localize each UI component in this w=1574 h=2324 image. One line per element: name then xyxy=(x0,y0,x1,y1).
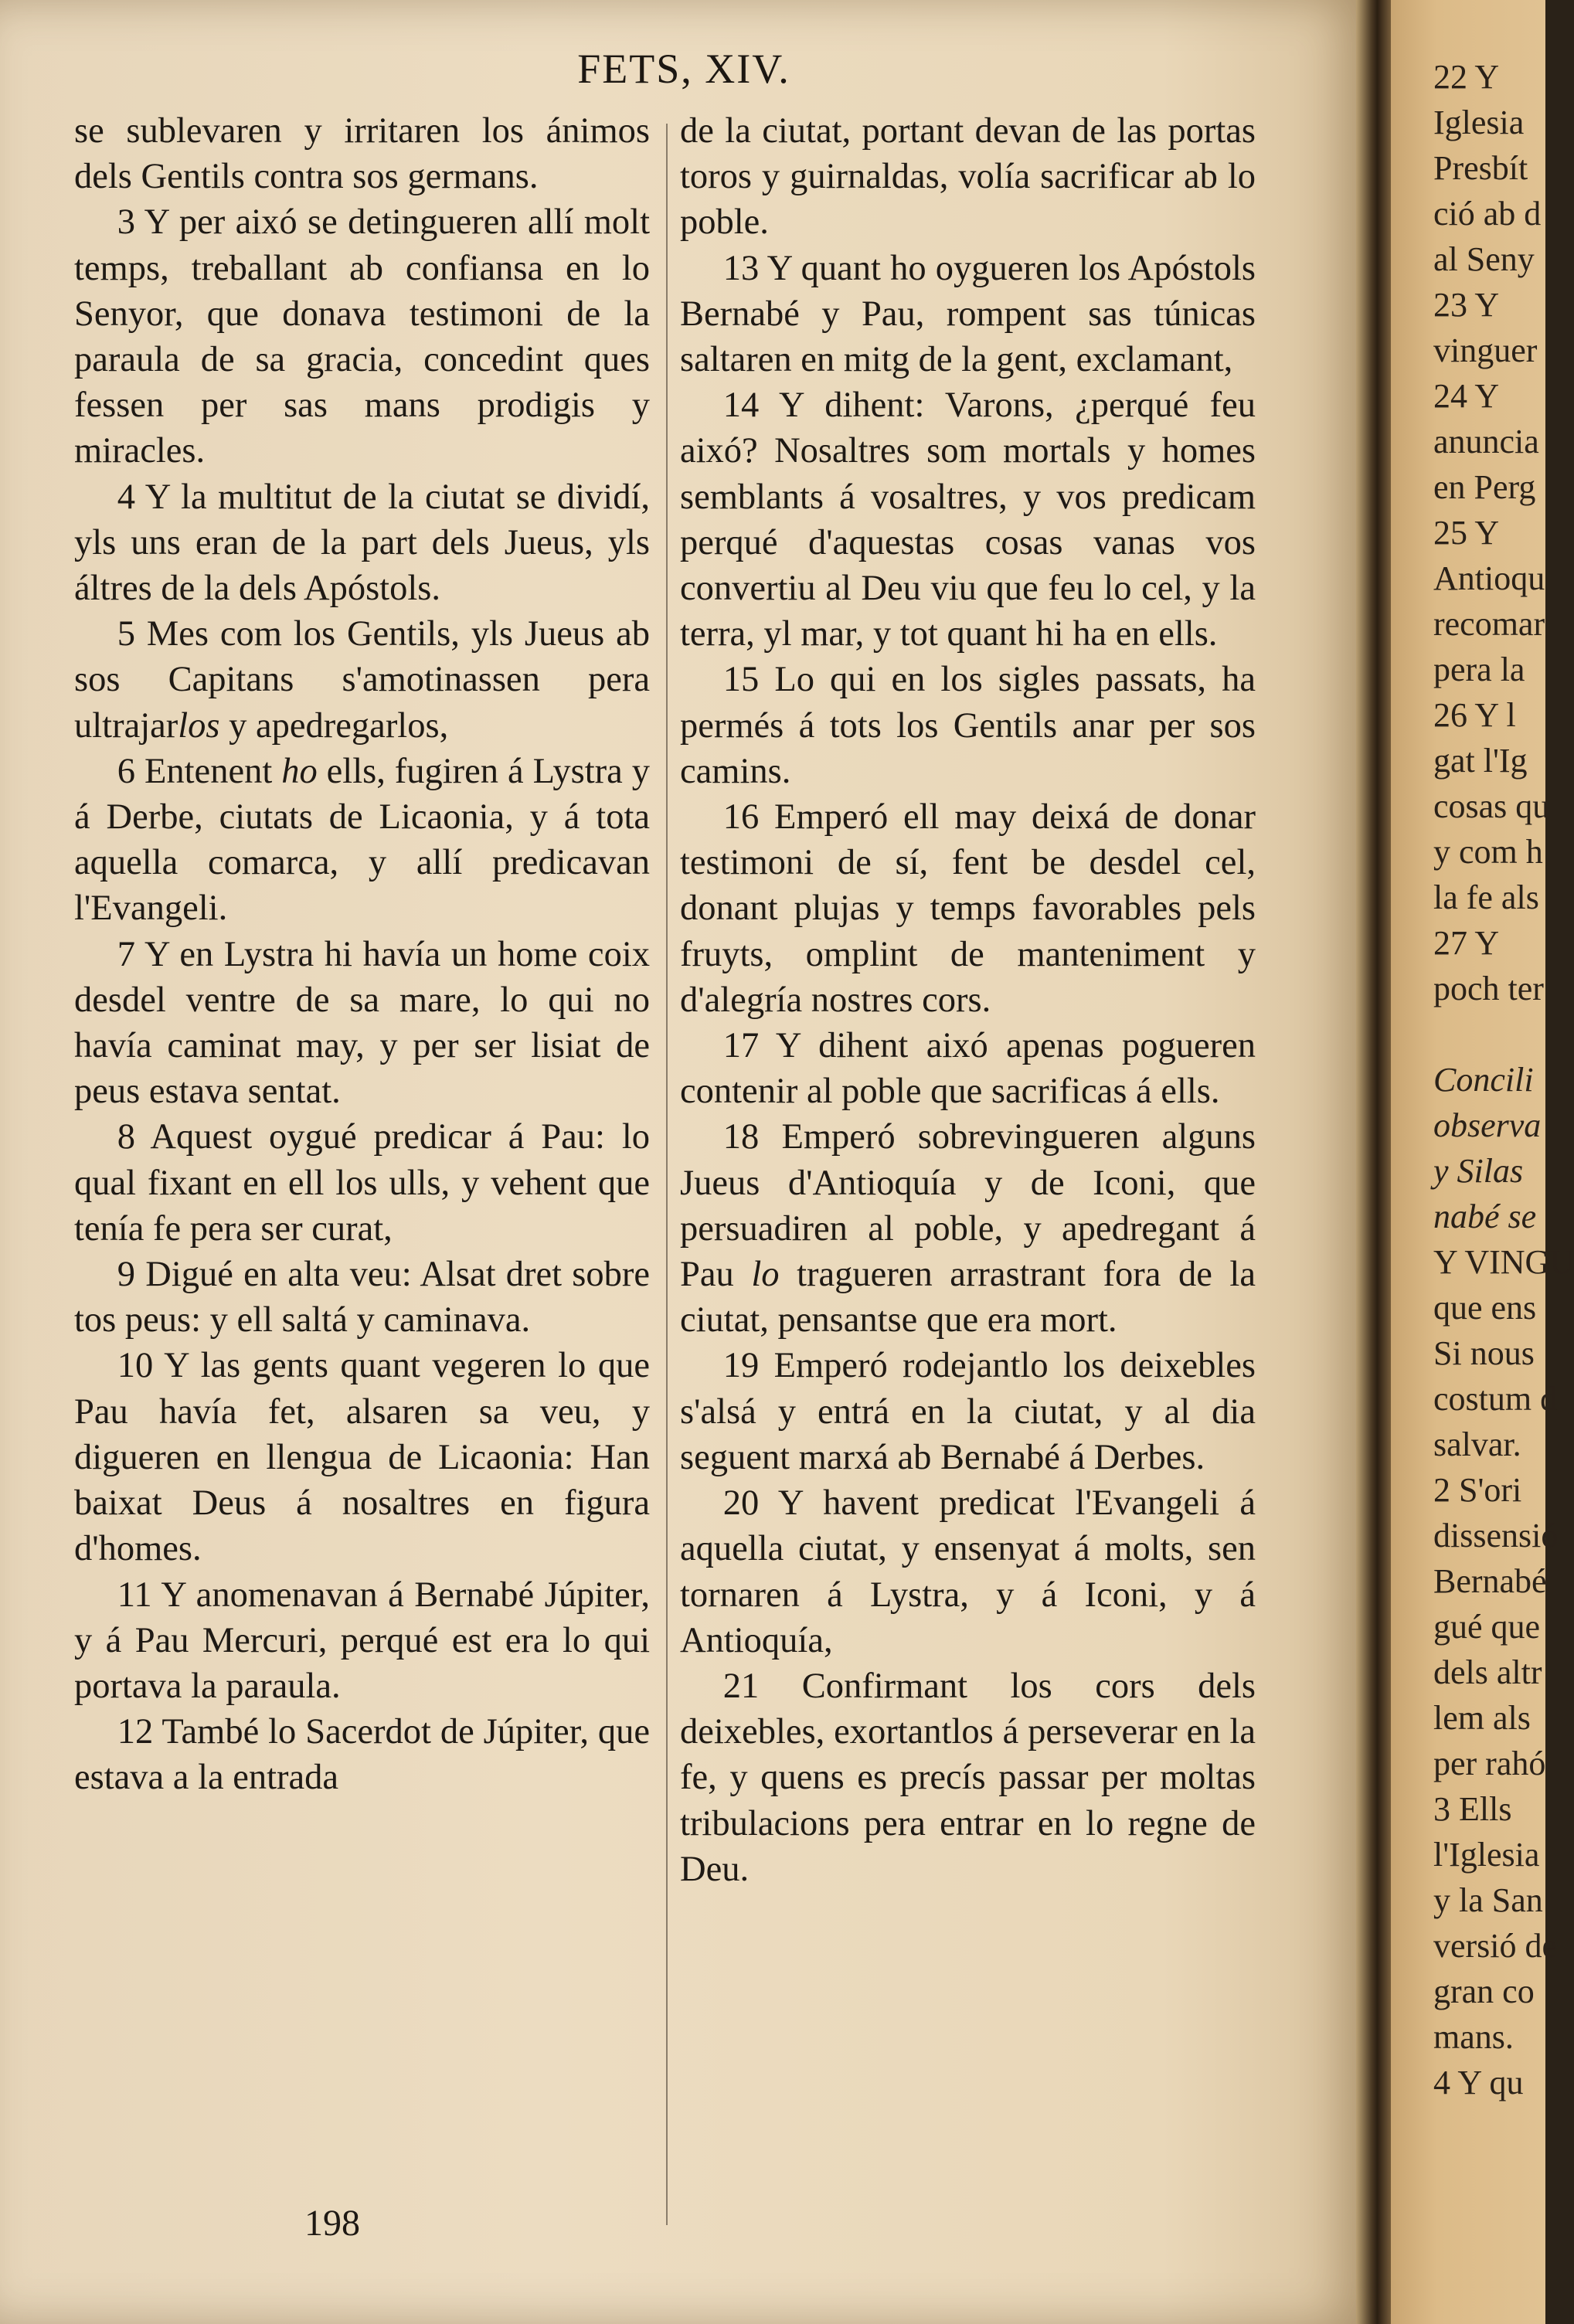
verse-3: 3 Y per aixó se detingueren allí molt temps, treballant ab confiansa en lo Senyor, que donava testimoni de la paraula de sa gracia, concedint ques fessen per sas mans prodigis y miracles. xyxy=(74,202,650,471)
next-page-line: costum d xyxy=(1433,1380,1558,1418)
next-page-line: vinguer xyxy=(1433,331,1538,369)
verse-10: 10 Y las gents quant vegeren lo que Pau havía fet, alsaren sa veu, y digueren en llengua de Licaonia: Han baixat Deus á nosaltres en figura d'homes. xyxy=(74,1346,650,1569)
next-page-line: gat l'Ig xyxy=(1433,742,1528,780)
verse-17: 17 Y dihent aixó apenas pogueren contenir al poble que sacrificas á ells. xyxy=(680,1026,1256,1112)
verse-7: 7 Y en Lystra hi havía un home coix desdel ventre de sa mare, lo qui no havía caminat may, y per ser lisiat de peus estava sentat. xyxy=(74,934,650,1112)
next-page-line: cosas qu xyxy=(1433,787,1550,825)
verse-5 xyxy=(74,611,650,749)
verse-5-italic: los xyxy=(178,705,220,746)
verse-9: 9 Digué en alta veu: Alsat dret sobre tos peus: y ell saltá y caminava. xyxy=(74,1255,650,1340)
verse-14: 14 Y dihent: Varons, ¿perqué feu aixó? Nosaltres som mortals y homes semblants á vosaltres, y vos predicam perqué d'aquestas cosas vanas vos convertiu al Deu viu que feu lo cel, y la terra, yl mar, y tot quant hi ha en ells. xyxy=(680,386,1256,654)
verse-13: 13 Y quant ho oygueren los Apóstols Bernabé y Pau, rompent sas túnicas saltaren en mitg de la gent, exclamant, xyxy=(680,248,1256,380)
verse-18-text-a: 18 Emperó sobrevingueren alguns Jueus d'Antioquía y de Iconi, que persuadiren al poble, y apedregant á Pau xyxy=(680,1117,1256,1295)
verse-8: 8 Aquest oygué predicar á Pau: lo qual fixant en ell los ulls, y vehent que tenía fe pera ser curat, xyxy=(74,1117,650,1249)
next-page-line: lem als xyxy=(1433,1699,1531,1737)
next-page-summary-line: nabé se xyxy=(1433,1198,1537,1235)
next-page-line: pera la xyxy=(1433,651,1525,688)
next-page-line: y com h xyxy=(1433,833,1543,871)
next-page-line: dels altr xyxy=(1433,1653,1542,1691)
verse-5-text-a: 5 Mes com los Gentils, yls Jueus ab sos Capitans s'amotinassen pera ultrajar xyxy=(74,614,650,746)
next-page-lines-top xyxy=(1433,54,1549,1011)
next-page-text xyxy=(1433,54,1574,2105)
verse-6 xyxy=(74,749,650,932)
page-number: 198 xyxy=(304,2203,360,2244)
verse-6-text-a: 6 Entenent xyxy=(117,751,282,791)
verse-16: 16 Emperó ell may deixá de donar testimoni de sí, fent be desdel cel, donant plujas y temps favorables pels fruyts, omplint de manteniment y d'alegría nostres cors. xyxy=(680,797,1256,1020)
next-page-line: Y VINGU xyxy=(1433,1243,1574,1281)
next-page-line: l'Iglesia xyxy=(1433,1836,1540,1874)
next-page-summary xyxy=(1433,1057,1549,1239)
next-page-line: en Perg xyxy=(1433,468,1536,506)
verse-12: 12 També lo Sacerdot de Júpiter, que estava a la entrada xyxy=(74,1712,650,1798)
next-page-line: 3 Ells xyxy=(1433,1790,1512,1828)
next-page-line: Presbít xyxy=(1433,149,1528,187)
next-page-line: versió de xyxy=(1433,1927,1558,1965)
left-column xyxy=(74,108,650,1801)
next-page-line: recomar xyxy=(1433,605,1545,643)
verse-19: 19 Emperó rodejantlo los deixebles s'alsá y entrá en la ciutat, y al dia seguent marxá ab Bernabé á Derbes. xyxy=(680,1346,1256,1477)
running-header: FETS, XIV. xyxy=(577,46,790,92)
verse-18-text-b: tragueren arrastrant fora de la ciutat, pensantse que era mort. xyxy=(680,1255,1256,1340)
next-page-line: gué que xyxy=(1433,1608,1541,1646)
next-page-line: al Seny xyxy=(1433,240,1535,278)
next-page-line: 2 S'ori xyxy=(1433,1471,1522,1509)
next-page-gap xyxy=(1433,1011,1549,1057)
next-page-line: la fe als xyxy=(1433,878,1539,916)
next-page-line: anuncia xyxy=(1433,423,1539,460)
column-divider xyxy=(666,124,668,2225)
paragraph-continuation: se sublevaren y irritaren los ánimos dels Gentils contra sos germans. xyxy=(74,111,650,197)
next-page-line: 27 Y xyxy=(1433,924,1500,962)
next-page-line: 4 Y qu xyxy=(1433,2064,1524,2101)
right-column xyxy=(680,108,1256,1892)
next-page-line: mans. xyxy=(1433,2018,1514,2056)
next-page-line: ció ab d xyxy=(1433,195,1542,233)
verse-11: 11 Y anomenavan á Bernabé Júpiter, y á Pau Mercuri, perqué est era lo qui portava la paraula. xyxy=(74,1575,650,1706)
next-page-line: Si nous xyxy=(1433,1334,1535,1372)
verse-5-text-b: y apedregarlos, xyxy=(219,705,449,746)
next-page-summary-line: Concili xyxy=(1433,1061,1534,1099)
next-page-line: poch ter xyxy=(1433,970,1544,1007)
next-page-lines-bottom xyxy=(1433,1239,1574,2105)
book-spine xyxy=(1356,0,1395,2324)
next-page-line: que ens xyxy=(1433,1289,1537,1327)
verse-21: 21 Confirmant los cors dels deixebles, exortantlos á perseverar en la fe, y quens es precís passar per moltas tribulacions pera entrar en lo regne de Deu. xyxy=(680,1666,1256,1889)
next-page-line: Iglesia xyxy=(1433,104,1525,141)
next-page-line: 23 Y xyxy=(1433,286,1500,324)
next-page-line: Antioqu xyxy=(1433,559,1545,597)
verse-6-text-b: ells, fugiren á Lystra y á Derbe, ciutats de Licaonia, y á tota aquella comarca, y allí predicavan l'Evangeli. xyxy=(74,751,650,929)
next-page-line: Bernabé xyxy=(1433,1562,1547,1600)
next-page-line: 25 Y xyxy=(1433,514,1500,552)
next-page-line: 26 Y l xyxy=(1433,696,1516,734)
verse-18-italic: lo xyxy=(751,1255,780,1295)
next-page-line: dissensió xyxy=(1433,1517,1559,1554)
next-page-line: salvar. xyxy=(1433,1425,1521,1463)
next-page-line: per rahó xyxy=(1433,1745,1546,1782)
verse-6-italic: ho xyxy=(281,751,318,791)
verse-15: 15 Lo qui en los sigles passats, ha permés á tots los Gentils anar per sos camins. xyxy=(680,660,1256,791)
next-page-line: y la San xyxy=(1433,1881,1543,1919)
next-page-line: 22 Y xyxy=(1433,58,1500,96)
next-page-line: 24 Y xyxy=(1433,377,1500,415)
next-page-summary-line: y Silas xyxy=(1433,1152,1524,1190)
verse-18 xyxy=(680,1114,1256,1343)
next-page-line: gran co xyxy=(1433,1972,1535,2010)
verse-12-continuation: de la ciutat, portant devan de las portas toros y guirnaldas, volía sacrificar ab lo poble. xyxy=(680,111,1256,243)
next-page-summary-line: observa xyxy=(1433,1106,1542,1144)
verse-4: 4 Y la multitut de la ciutat se dividí, yls uns eran de la part dels Jueus, yls áltres de la dels Apóstols. xyxy=(74,477,650,609)
verse-20: 20 Y havent predicat l'Evangeli á aquella ciutat, y ensenyat á molts, sen tornaren á Lystra, y á Iconi, y á Antioquía, xyxy=(680,1483,1256,1660)
